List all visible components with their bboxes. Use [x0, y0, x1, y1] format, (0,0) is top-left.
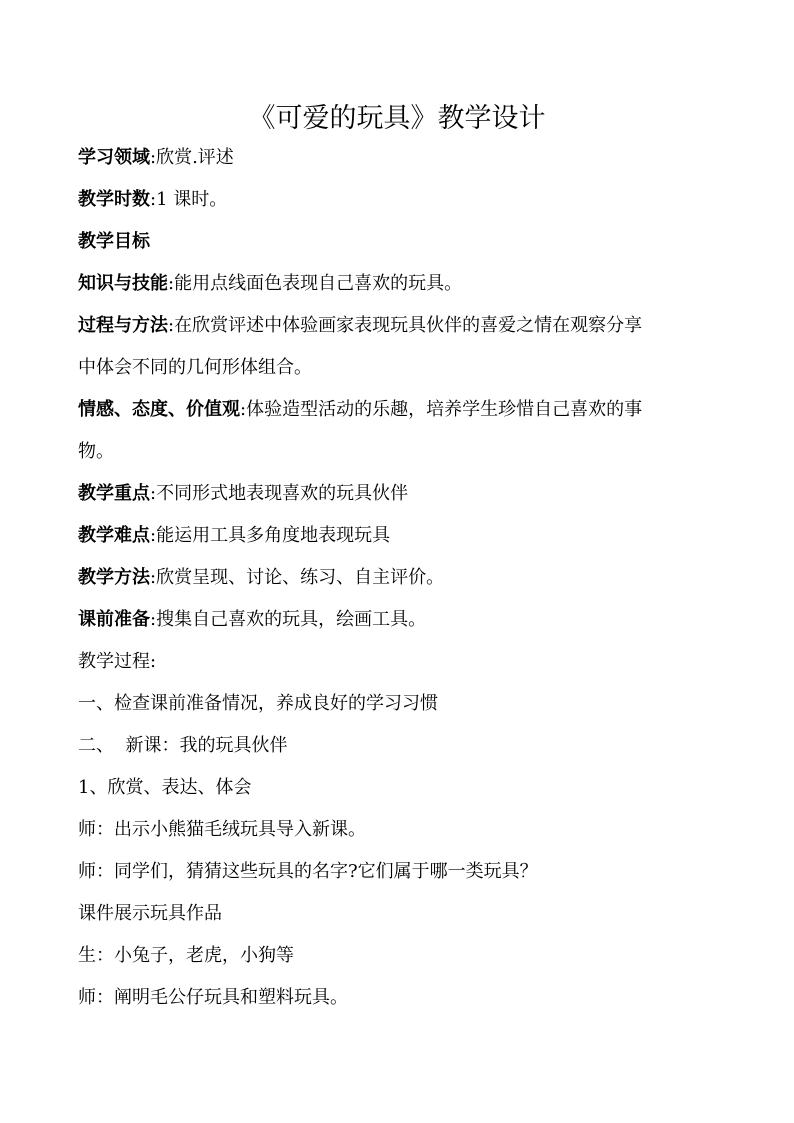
field-label: 知识与技能 — [78, 273, 168, 294]
field-value: 能运用工具多角度地表现玩具 — [156, 525, 391, 546]
paragraph-text: 生：小兔子，老虎，小狗等 — [78, 945, 294, 966]
paragraph-text: 课件展示玩具作品 — [78, 903, 222, 924]
paragraph-text: 师：同学们，猜猜这些玩具的名字?它们属于哪一类玩具？ — [78, 861, 538, 882]
field-class-preparation — [78, 608, 426, 632]
paragraph-text: 一、检查课前准备情况，养成良好的学习习惯 — [78, 693, 438, 714]
field-value: 能用点线面色表现自己喜欢的玩具。 — [174, 273, 463, 294]
field-label: 学习领域 — [78, 147, 150, 168]
process-step-one — [78, 692, 438, 716]
teaching-process-heading — [78, 650, 156, 674]
field-process-methods — [78, 314, 642, 338]
field-label: 教学难点 — [78, 525, 150, 546]
student-answer-line — [78, 944, 294, 968]
field-label: 课前准备 — [78, 609, 150, 630]
field-separator: : — [240, 399, 247, 420]
teacher-line-intro — [78, 818, 366, 842]
process-step-two — [78, 734, 287, 758]
field-teaching-difficulty — [78, 524, 390, 548]
paragraph-text: 物。 — [78, 441, 114, 462]
teacher-line-explain — [78, 986, 348, 1010]
field-process-methods-continued — [78, 356, 312, 380]
field-label: 教学重点 — [78, 483, 150, 504]
field-value: 体验造型活动的乐趣，培养学生珍惜自己喜欢的事 — [246, 399, 643, 420]
section-heading-objectives — [78, 230, 150, 254]
field-label: 教学时数 — [78, 189, 150, 210]
field-separator: : — [150, 147, 157, 168]
field-value: 1 课时。 — [156, 189, 228, 210]
paragraph-text: 1、欣赏、表达、体会 — [78, 777, 252, 798]
paragraph-text: 中体会不同的几何形体组合。 — [78, 357, 312, 378]
paragraph-text: 教学过程: — [78, 651, 157, 672]
field-separator: : — [150, 525, 157, 546]
field-value: 欣赏呈现、讨论、练习、自主评价。 — [156, 567, 445, 588]
field-separator: : — [150, 609, 157, 630]
field-value: 欣赏.评述 — [156, 147, 234, 168]
field-study-area — [78, 146, 234, 170]
paragraph-text: 师：出示小熊猫毛绒玩具导入新课。 — [78, 819, 366, 840]
section-heading: 教学目标 — [78, 231, 150, 252]
field-separator: : — [150, 189, 157, 210]
field-emotion-attitude-values-continued — [78, 440, 114, 464]
field-emotion-attitude-values — [78, 398, 642, 422]
paragraph-text: 二、 新课：我的玩具伙伴 — [78, 735, 288, 756]
field-label: 教学方法 — [78, 567, 150, 588]
teacher-line-question — [78, 860, 538, 884]
process-substep-one — [78, 776, 251, 800]
field-teaching-methods — [78, 566, 444, 590]
paragraph-text: 师：阐明毛公仔玩具和塑料玩具。 — [78, 987, 348, 1008]
document-title: 《可爱的玩具》教学设计 — [248, 103, 546, 134]
field-value: 搜集自己喜欢的玩具，绘画工具。 — [156, 609, 427, 630]
field-label: 情感、态度、价值观 — [78, 399, 240, 420]
field-value: 不同形式地表现喜欢的玩具伙伴 — [156, 483, 409, 504]
courseware-display-line — [78, 902, 222, 926]
field-teaching-focus — [78, 482, 408, 506]
field-value: 在欣赏评述中体验画家表现玩具伙伴的喜爱之情在观察分享 — [174, 315, 643, 336]
field-knowledge-skills — [78, 272, 462, 296]
field-class-hours — [78, 188, 227, 212]
field-label: 过程与方法 — [78, 315, 168, 336]
field-separator: : — [150, 567, 157, 588]
field-separator: : — [168, 315, 175, 336]
field-separator: : — [168, 273, 175, 294]
field-separator: : — [150, 483, 157, 504]
